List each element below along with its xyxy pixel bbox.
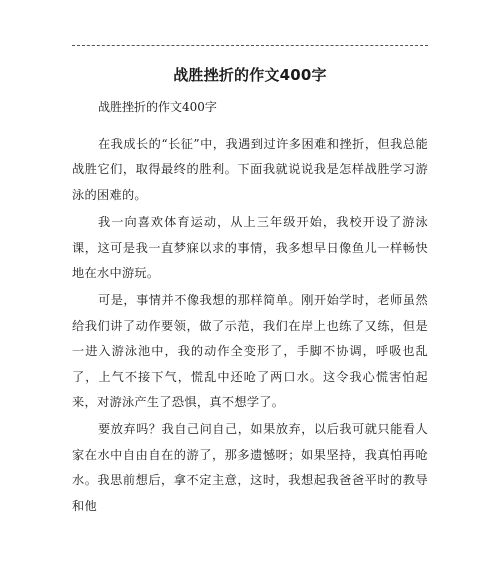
header-divider <box>72 45 428 46</box>
paragraph-2: 我一向喜欢体育运动，从上三年级开始，我校开设了游泳课，这可是我一直梦寐以求的事情，我多想早日像鱼儿一样畅快地在水中游玩。 <box>72 215 428 281</box>
paragraph-3: 可是，事情并不像我想的那样简单。刚开始学时，老师虽然给我们讲了动作要领，做了示范，我们在岸上也练了又练，但是一进入游泳池中，我的动作全变形了，手脚不协调，呼吸也乱了，上气不接下气，慌乱中还呛了两口水。这令我心慌害怕起来，对游泳产生了恐惧，真不想学了。 <box>72 293 428 410</box>
document-body <box>72 132 428 521</box>
paragraph-4: 要放弃吗？我自己问自己，如果放弃，以后我可就只能看人家在水中自由自在的游了，那多遗憾呀；如果坚持，我真怕再呛水。我思前想后，拿不定主意，这时，我想起我爸爸平时的教导和他 <box>72 422 428 513</box>
document-subtitle: 战胜挫折的作文400字 <box>98 100 217 114</box>
document-title: 战胜挫折的作文400字 <box>173 66 327 84</box>
paragraph-1: 在我成长的“长征”中，我遇到过许多困难和挫折，但我总能战胜它们，取得最终的胜利。下面我就说说我是怎样战胜学习游泳的困难的。 <box>72 137 428 202</box>
